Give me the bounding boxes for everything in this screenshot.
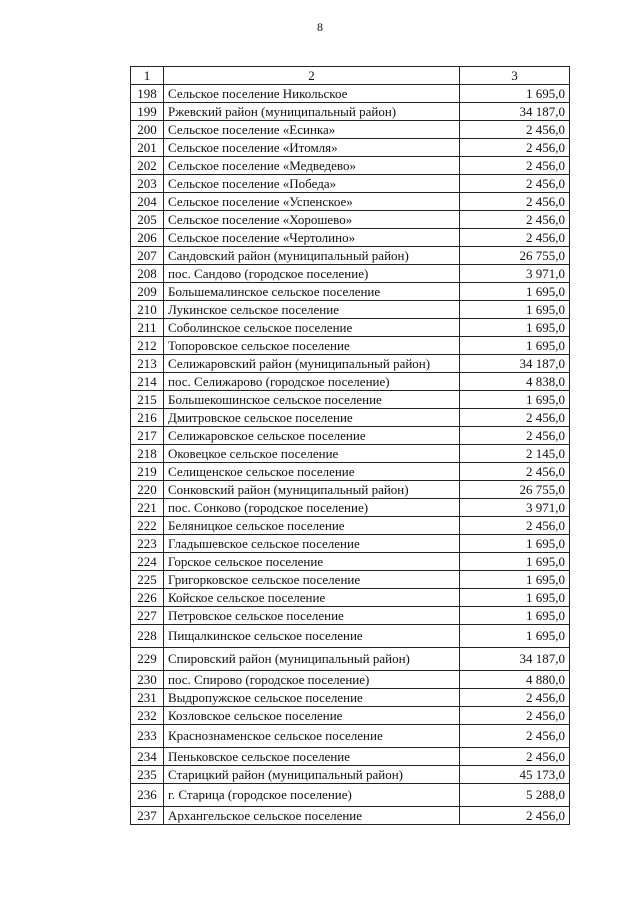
table-row: [131, 211, 570, 229]
row-name: Койское сельское поселение: [164, 589, 460, 607]
table-row: [131, 229, 570, 247]
row-value: 2 456,0: [460, 517, 570, 535]
row-value: 1 695,0: [460, 553, 570, 571]
row-value: 2 456,0: [460, 707, 570, 725]
table-row: [131, 463, 570, 481]
row-name: Лукинское сельское поселение: [164, 301, 460, 319]
row-name: пос. Селижарово (городское поселение): [164, 373, 460, 391]
row-name: Большемалинское сельское поселение: [164, 283, 460, 301]
row-value: 2 456,0: [460, 689, 570, 707]
row-value: 1 695,0: [460, 283, 570, 301]
table-row: [131, 571, 570, 589]
row-value: 1 695,0: [460, 589, 570, 607]
row-name: Сельское поселение «Успенское»: [164, 193, 460, 211]
row-value: 26 755,0: [460, 481, 570, 499]
row-name: Оковецкое сельское поселение: [164, 445, 460, 463]
row-value: 34 187,0: [460, 648, 570, 671]
table-row: [131, 409, 570, 427]
row-value: 2 456,0: [460, 748, 570, 766]
row-name: Дмитровское сельское поселение: [164, 409, 460, 427]
row-name: Горское сельское поселение: [164, 553, 460, 571]
row-name: Сонковский район (муниципальный район): [164, 481, 460, 499]
row-value: 1 695,0: [460, 535, 570, 553]
row-number: 217: [131, 427, 164, 445]
row-value: 3 971,0: [460, 499, 570, 517]
row-number: 232: [131, 707, 164, 725]
row-number: 218: [131, 445, 164, 463]
row-value: 4 880,0: [460, 671, 570, 689]
table-row: [131, 283, 570, 301]
row-number: 229: [131, 648, 164, 671]
row-number: 201: [131, 139, 164, 157]
row-value: 5 288,0: [460, 784, 570, 807]
row-number: 233: [131, 725, 164, 748]
row-number: 206: [131, 229, 164, 247]
row-name: Беляницкое сельское поселение: [164, 517, 460, 535]
table-row: [131, 625, 570, 648]
row-number: 228: [131, 625, 164, 648]
table-row: [131, 607, 570, 625]
row-name: г. Старица (городское поселение): [164, 784, 460, 807]
row-name: Сельское поселение «Медведево»: [164, 157, 460, 175]
row-name: Сандовский район (муниципальный район): [164, 247, 460, 265]
table-row: [131, 139, 570, 157]
row-number: 208: [131, 265, 164, 283]
row-number: 210: [131, 301, 164, 319]
row-value: 2 456,0: [460, 807, 570, 825]
row-name: Сельское поселение «Победа»: [164, 175, 460, 193]
table-row: [131, 319, 570, 337]
table-row: [131, 589, 570, 607]
table-row: [131, 247, 570, 265]
table-row: [131, 748, 570, 766]
row-name: Краснознаменское сельское поселение: [164, 725, 460, 748]
row-value: 1 695,0: [460, 625, 570, 648]
row-name: Ржевский район (муниципальный район): [164, 103, 460, 121]
row-name: Выдропужское сельское поселение: [164, 689, 460, 707]
row-value: 2 456,0: [460, 463, 570, 481]
row-number: 224: [131, 553, 164, 571]
row-value: 4 838,0: [460, 373, 570, 391]
table-row: [131, 766, 570, 784]
row-number: 215: [131, 391, 164, 409]
row-number: 198: [131, 85, 164, 103]
row-name: Топоровское сельское поселение: [164, 337, 460, 355]
table-row: [131, 373, 570, 391]
row-number: 234: [131, 748, 164, 766]
row-number: 199: [131, 103, 164, 121]
row-name: Сельское поселение «Хорошево»: [164, 211, 460, 229]
row-name: Гладышевское сельское поселение: [164, 535, 460, 553]
table-row: [131, 265, 570, 283]
row-number: 225: [131, 571, 164, 589]
row-value: 2 145,0: [460, 445, 570, 463]
row-name: Петровское сельское поселение: [164, 607, 460, 625]
row-name: Козловское сельское поселение: [164, 707, 460, 725]
row-name: Пеньковское сельское поселение: [164, 748, 460, 766]
row-number: 200: [131, 121, 164, 139]
table-body: [131, 85, 570, 825]
row-value: 2 456,0: [460, 175, 570, 193]
table-row: [131, 689, 570, 707]
row-value: 26 755,0: [460, 247, 570, 265]
row-value: 2 456,0: [460, 139, 570, 157]
row-value: 1 695,0: [460, 607, 570, 625]
table-row: [131, 85, 570, 103]
column-header-value: 3: [460, 67, 570, 85]
row-name: Григорковское сельское поселение: [164, 571, 460, 589]
row-name: Архангельское сельское поселение: [164, 807, 460, 825]
row-value: 1 695,0: [460, 571, 570, 589]
row-value: 1 695,0: [460, 391, 570, 409]
row-number: 216: [131, 409, 164, 427]
row-value: 2 456,0: [460, 211, 570, 229]
table-row: [131, 355, 570, 373]
row-name: Селищенское сельское поселение: [164, 463, 460, 481]
row-value: 1 695,0: [460, 85, 570, 103]
table-row: [131, 121, 570, 139]
row-name: Селижаровское сельское поселение: [164, 427, 460, 445]
table-row: [131, 391, 570, 409]
row-value: 1 695,0: [460, 337, 570, 355]
table-header-row: [131, 67, 570, 85]
table-row: [131, 807, 570, 825]
row-number: 226: [131, 589, 164, 607]
row-number: 202: [131, 157, 164, 175]
row-name: Сельское поселение «Чертолино»: [164, 229, 460, 247]
table-row: [131, 535, 570, 553]
table-row: [131, 175, 570, 193]
row-name: пос. Сонково (городское поселение): [164, 499, 460, 517]
row-name: Спировский район (муниципальный район): [164, 648, 460, 671]
row-value: 1 695,0: [460, 301, 570, 319]
row-name: пос. Спирово (городское поселение): [164, 671, 460, 689]
row-number: 213: [131, 355, 164, 373]
row-value: 2 456,0: [460, 725, 570, 748]
row-number: 222: [131, 517, 164, 535]
row-name: Соболинское сельское поселение: [164, 319, 460, 337]
row-name: Сельское поселение «Итомля»: [164, 139, 460, 157]
row-name: Пищалкинское сельское поселение: [164, 625, 460, 648]
row-value: 1 695,0: [460, 319, 570, 337]
table-row: [131, 103, 570, 121]
row-number: 219: [131, 463, 164, 481]
row-number: 231: [131, 689, 164, 707]
row-name: пос. Сандово (городское поселение): [164, 265, 460, 283]
row-name: Селижаровский район (муниципальный район): [164, 355, 460, 373]
row-value: 2 456,0: [460, 157, 570, 175]
table-row: [131, 427, 570, 445]
row-name: Сельское поселение Никольское: [164, 85, 460, 103]
table-row: [131, 725, 570, 748]
row-value: 34 187,0: [460, 355, 570, 373]
row-number: 236: [131, 784, 164, 807]
row-number: 212: [131, 337, 164, 355]
row-number: 203: [131, 175, 164, 193]
row-number: 214: [131, 373, 164, 391]
column-header-name: 2: [164, 67, 460, 85]
table-row: [131, 193, 570, 211]
table-row: [131, 157, 570, 175]
row-number: 223: [131, 535, 164, 553]
row-value: 2 456,0: [460, 427, 570, 445]
row-number: 235: [131, 766, 164, 784]
allocation-table: [130, 66, 570, 825]
row-name: Большекошинское сельское поселение: [164, 391, 460, 409]
table-row: [131, 499, 570, 517]
table-row: [131, 517, 570, 535]
row-number: 227: [131, 607, 164, 625]
row-number: 207: [131, 247, 164, 265]
row-number: 211: [131, 319, 164, 337]
column-header-number: 1: [131, 67, 164, 85]
row-name: Сельское поселение «Есинка»: [164, 121, 460, 139]
row-value: 3 971,0: [460, 265, 570, 283]
table-row: [131, 671, 570, 689]
row-number: 209: [131, 283, 164, 301]
row-number: 230: [131, 671, 164, 689]
table-row: [131, 301, 570, 319]
table-row: [131, 553, 570, 571]
row-value: 34 187,0: [460, 103, 570, 121]
table-row: [131, 648, 570, 671]
table-row: [131, 337, 570, 355]
row-number: 221: [131, 499, 164, 517]
row-value: 2 456,0: [460, 409, 570, 427]
row-number: 205: [131, 211, 164, 229]
row-number: 220: [131, 481, 164, 499]
table-row: [131, 784, 570, 807]
row-value: 45 173,0: [460, 766, 570, 784]
row-value: 2 456,0: [460, 121, 570, 139]
row-number: 237: [131, 807, 164, 825]
table-row: [131, 445, 570, 463]
page-number: 8: [317, 20, 323, 34]
row-number: 204: [131, 193, 164, 211]
row-value: 2 456,0: [460, 193, 570, 211]
row-name: Старицкий район (муниципальный район): [164, 766, 460, 784]
table-row: [131, 707, 570, 725]
table-row: [131, 481, 570, 499]
row-value: 2 456,0: [460, 229, 570, 247]
